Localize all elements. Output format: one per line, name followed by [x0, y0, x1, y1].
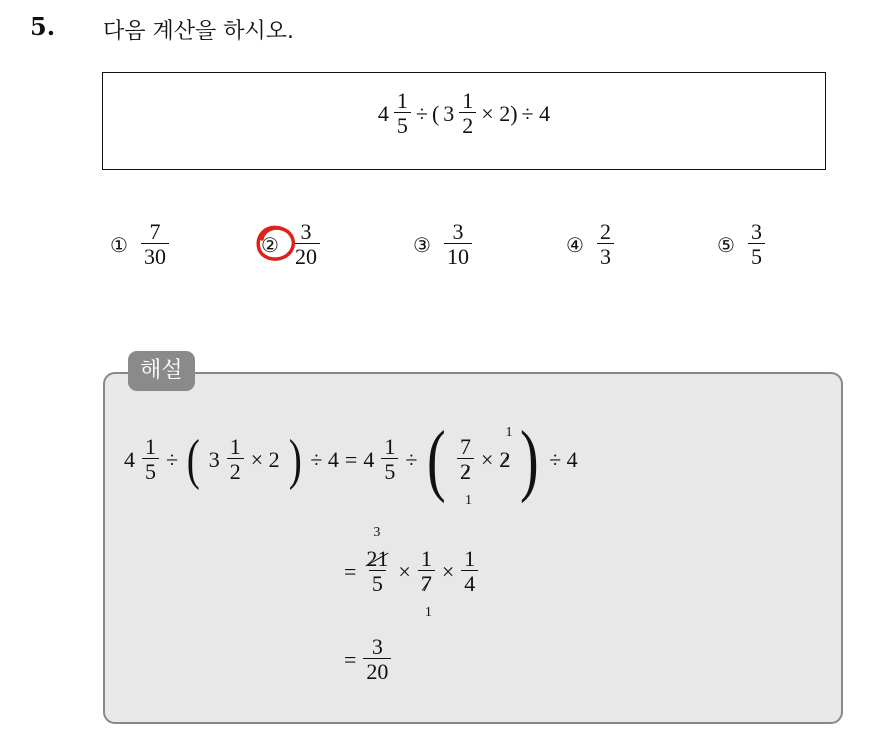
twentyone-fifths-fraction: 3 21 5 — [366, 525, 389, 597]
choice-fraction: $\frac{7}{30}$ — [141, 220, 169, 269]
equals-sign: = — [344, 559, 357, 584]
rhs-div-sign: ÷ — [405, 447, 418, 472]
lhs-whole: 4 — [124, 447, 135, 472]
solution-tag: 해설 — [128, 351, 195, 391]
choice-fraction: $\frac{2}{3}$ — [597, 220, 614, 269]
cancelled-two: 1 2 — [499, 425, 513, 472]
right-paren: ) — [288, 429, 302, 491]
choice-3[interactable] — [413, 220, 473, 269]
expr-whole-1: 4 — [377, 100, 389, 126]
question-number: 5. — [30, 12, 56, 41]
big-right-paren: ) — [520, 416, 540, 504]
expr-op-div: ÷ — [415, 100, 428, 126]
expr-lparen: ( — [431, 100, 440, 126]
lhs-fraction: $\frac{1}{5}$ — [142, 435, 159, 484]
expr-frac-1: $\frac{1}{5}$ — [394, 89, 411, 138]
seven-halves-fraction: 7 2 1 — [457, 435, 474, 484]
choice-marker: ② — [261, 233, 279, 257]
expression-box — [102, 72, 826, 170]
times-sign: × — [481, 447, 494, 472]
solution-line-3 — [344, 628, 392, 692]
times-sign-2: × — [441, 559, 455, 584]
equals-sign: = — [344, 447, 358, 472]
choice-marker: ④ — [566, 232, 584, 257]
choice-fraction: $\frac{3}{10}$ — [444, 220, 472, 269]
one-fourth-fraction: $\frac{1}{4}$ — [461, 547, 478, 596]
choice-5[interactable] — [717, 220, 766, 269]
rhs-whole: 4 — [363, 447, 375, 472]
solution-line-2 — [344, 525, 479, 621]
choice-fraction: $\frac{3}{5}$ — [748, 220, 765, 269]
rhs-fraction: $\frac{1}{5}$ — [381, 435, 398, 484]
equals-sign: = — [344, 647, 357, 672]
big-left-paren: ( — [427, 416, 447, 504]
choice-marker: ③ — [413, 232, 431, 257]
question-instruction: 다음 계산을 하시오. — [103, 19, 294, 44]
inner-whole: 3 — [208, 447, 220, 472]
choice-1[interactable] — [110, 220, 170, 269]
choice-4[interactable] — [566, 220, 615, 269]
choice-fraction: $\frac{3}{20}$ — [292, 220, 320, 269]
solution-line-1 — [124, 410, 578, 510]
lhs-tail: ÷ 4 — [310, 447, 339, 472]
choice-marker: ⑤ — [717, 232, 735, 257]
times-sign-1: × — [398, 559, 411, 584]
inner-fraction: $\frac{1}{2}$ — [227, 435, 244, 484]
choice-marker: ① — [110, 232, 128, 257]
left-paren: ( — [186, 429, 200, 491]
div-sign: ÷ — [166, 447, 179, 472]
expr-tail: ÷ 4 — [521, 100, 551, 126]
choice-2[interactable] — [261, 220, 321, 269]
expression — [103, 89, 825, 138]
times-two: × 2 — [250, 447, 280, 472]
expr-whole-2: 3 — [443, 100, 455, 126]
expr-frac-2: $\frac{1}{2}$ — [459, 89, 476, 138]
red-circle-mark-icon — [253, 221, 297, 265]
expr-times-two: × 2) — [481, 100, 518, 126]
result-fraction: $\frac{3}{20}$ — [363, 635, 391, 684]
one-seventh-fraction: 1 7 1 — [418, 547, 435, 596]
rhs-tail: ÷ 4 — [549, 447, 578, 472]
